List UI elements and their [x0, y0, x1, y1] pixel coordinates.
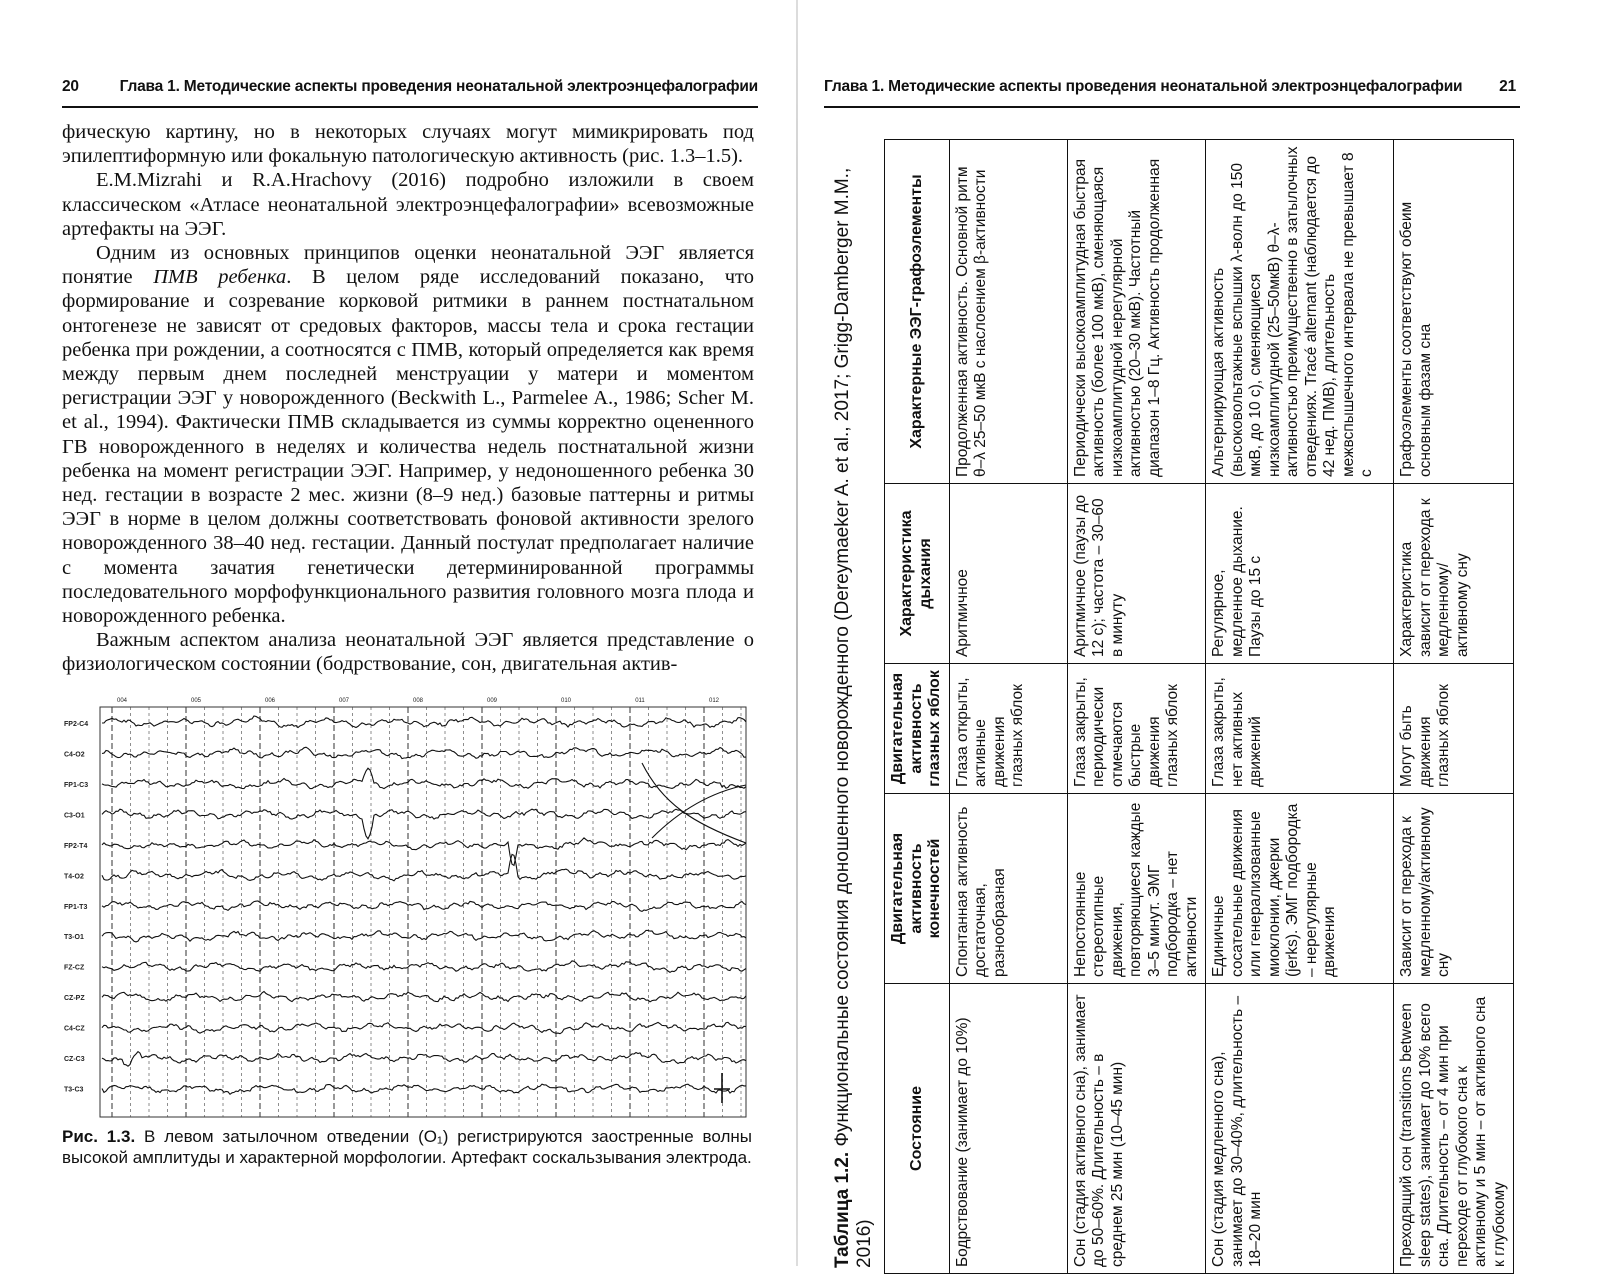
table-row — [949, 140, 1067, 1274]
eeg-trace — [102, 1022, 746, 1033]
page-number: 20 — [62, 78, 79, 95]
time-mark: 009 — [486, 698, 498, 704]
paragraph-part: Одним из основных принципов оценки неонатальной ЭЭГ является понятие — [62, 242, 754, 289]
table-caption-label: Таблица 1.2. — [832, 1151, 853, 1268]
table-header-cell: Характеристика дыхания — [885, 484, 950, 664]
table-cell: Аритмичное — [949, 484, 1067, 664]
table-cell: Единичные сосательные движения или генерализованные миоклонии, джерки (jerks). ЭМГ подбородка – нерегулярные движения — [1206, 794, 1394, 984]
eeg-frame — [100, 707, 746, 1117]
table-cell: Периодически высокоамплитудная быстрая активность (более 100 мкВ), сменяющаяся низкоамплитудной нерегулярной активностью (20–30 мкВ). Частотный диапазон 1–8 Гц. Активность продолженная — [1067, 140, 1206, 484]
eeg-trace — [102, 716, 746, 728]
channel-label: CZ-C3 — [64, 1056, 85, 1064]
channel-label: FZ-CZ — [64, 964, 85, 972]
caption-text: В левом затылочном отведении (O₁) регистрируются заостренные волны высокой амплитуды и характерной морфологии. Артефакт соскальзывания электрода. — [62, 1127, 753, 1167]
time-mark: 008 — [412, 698, 424, 704]
table-header-cell: Двигательная активность глазных яблок — [885, 664, 950, 794]
table-caption — [832, 124, 876, 1268]
eeg-trace — [102, 854, 746, 880]
table-cell: Спонтанная активность достаточная, разнообразная — [949, 794, 1067, 984]
table-cell: Графоэлементы соответствуют обеим основным фазам сна — [1394, 140, 1514, 484]
time-mark: 004 — [116, 698, 128, 704]
table-cell: Глаза открыты, активные движения глазных яблок — [949, 664, 1067, 794]
table-cell: Альтернирующая активность (высоковольтажные вспышки λ-волн до 150 мкВ, до 10 с), сменяющиеся низкоамплитудной (25–50мкВ) θ–λ-активностью преимущественно в затылочных отведениях. Tracé alternant (наблюдается до 42 нед. ПМВ), длительность межвспышечного интервала не превышает 8 с — [1206, 140, 1394, 484]
table-row — [1067, 140, 1206, 1274]
table-cell: Сон (стадия активного сна), занимает до 50–60%. Длительность – в среднем 25 мин (10–45 мин) — [1067, 984, 1206, 1274]
paragraph: E.M.Mizrahi и R.A.Hrachovy (2016) подробно изложили в своем классическом «Атласе неонатальной электроэнцефалографии» всевозможные артефакты на ЭЭГ. — [62, 169, 754, 240]
table-cell: Аритмичное (паузы до 12 с); частота – 30–60 в минуту — [1067, 484, 1206, 664]
paragraph: фическую картину, но в некоторых случаях могут мимикрировать под эпилептиформную или фокальную патологическую активность (рис. 1.3–1.5). — [62, 121, 754, 168]
table-cell: Глаза закрыты, периодически отмечаются быстрые движения глазных яблок — [1067, 664, 1206, 794]
table-header-cell: Характерные ЭЭГ-графоэлементы — [885, 140, 950, 484]
page-number: 21 — [1499, 78, 1516, 95]
channel-label: T4-O2 — [64, 873, 84, 881]
channel-label: C3-O1 — [64, 812, 85, 820]
table-cell: Бодрствование (занимает до 10%) — [949, 984, 1067, 1274]
eeg-figure — [62, 693, 752, 1121]
channel-label: FP2-C4 — [64, 721, 89, 728]
time-mark: 007 — [338, 698, 350, 704]
states-table — [884, 139, 1514, 1274]
calibration-mark — [714, 1073, 730, 1103]
header-rule — [824, 106, 1520, 108]
eeg-trace — [102, 901, 746, 911]
paragraph-part: . В целом ряде исследований показано, что формирование и созревание корковой ритмики в раннем постнатальном онтогенезе не зависят от средовых факторов, массы тела и срока гестации ребенка при рождении, а соотносятся с ПМВ, который определяется как время между первым днем последней менструации у матери и моментом регистрации ЭЭГ у новорожденного (Beckwith L., Parmelee A., 1986; Scher M. et al., 1994). Фактически ПМВ складывается из суммы корректно оцененного ГВ новорожденного в неделях и количества недель постнатальной жизни ребенка на момент регистрации ЭЭГ. Например, у недоношенного ребенка 30 нед. гестации в возрасте 2 мес. жизни (8–9 нед.) базовые паттерны и ритмы ЭЭГ в норме в целом должны соответствовать фоновой активности зрелого новорожденного 38–40 нед. гестации. Данный постулат предполагает наличие с момента зачатия генетически детерминированной программы последовательного морфофункционального развития головного мозга плода и новорожденного ребенка. — [62, 266, 754, 628]
time-mark: 011 — [635, 698, 645, 704]
table-header-cell: Состояние — [885, 984, 950, 1274]
channel-label: T3-O1 — [64, 934, 84, 942]
table-caption-text: Функциональные состояния доношенного новорожденного (Dereymaeker A. et al., 2017; Grigg-Damberger M.M., 2016) — [832, 167, 875, 1268]
channel-label: FP2-T4 — [64, 842, 88, 850]
artifact-trace — [642, 763, 746, 843]
eeg-trace — [102, 838, 746, 866]
chapter-title: Глава 1. Методические аспекты проведения неонатальной электроэнцефалографии — [824, 78, 1463, 95]
channel-label: C4-O2 — [64, 751, 85, 759]
channel-label: CZ-PZ — [64, 995, 85, 1003]
table-cell: Продолженная активность. Основной ритм θ–λ 25–50 мкВ с наслоением β-активности — [949, 140, 1067, 484]
table-cell: Непостоянные стереотипные движения, повторяющиеся каждые 3–5 минут. ЭМГ подбородка – нет активности — [1067, 794, 1206, 984]
table-cell: Преходящий сон (transitions between sleep states), занимает до 10% всего сна. Длительность – от 4 мин при переходе от глубокого сна к активному и 5 мин – от активного сна к глубокому — [1394, 984, 1514, 1274]
table-header-cell: Двигательная активность конечностей — [885, 794, 950, 984]
time-mark: 006 — [264, 698, 276, 704]
table-row — [1206, 140, 1394, 1274]
eeg-trace — [102, 930, 746, 942]
time-mark: 012 — [708, 698, 720, 704]
paragraph — [62, 241, 754, 628]
channel-label: T3-C3 — [64, 1086, 84, 1094]
caption-label: Рис. 1.3. — [62, 1127, 136, 1146]
channel-label: FP1-T3 — [64, 903, 88, 911]
channel-label: FP1-C3 — [64, 781, 89, 789]
figure-caption — [62, 1126, 752, 1168]
table-cell: Могут быть движения глазных яблок — [1394, 664, 1514, 794]
table-cell: Регулярное, медленное дыхание. Паузы до 15 с — [1206, 484, 1394, 664]
table-cell: Зависит от перехода к медленному/активному сну — [1394, 794, 1514, 984]
table-row — [1394, 140, 1514, 1274]
eeg-trace — [102, 809, 746, 839]
body-text — [62, 120, 754, 677]
channel-label: C4-CZ — [64, 1025, 85, 1033]
paragraph: Важным аспектом анализа неонатальной ЭЭГ является представление о физиологическом состоянии (бодрствование, сон, двигательная актив- — [62, 629, 754, 676]
left-running-head — [62, 78, 758, 102]
rotated-table-block — [832, 124, 1516, 1274]
eeg-trace — [102, 747, 746, 758]
table-header-row — [885, 140, 950, 1274]
table-cell: Глаза закрыты, нет активных движений — [1206, 664, 1394, 794]
italic-term: ПМВ ребенка — [153, 266, 287, 289]
time-mark: 005 — [190, 698, 202, 704]
table-cell: Сон (стадия медленного сна), занимает до 30–40%, длительность – 18–20 мин — [1206, 984, 1394, 1274]
header-rule — [62, 106, 758, 108]
eeg-trace — [102, 1084, 746, 1094]
left-page — [0, 0, 800, 1266]
chapter-title: Глава 1. Методические аспекты проведения неонатальной электроэнцефалографии — [119, 78, 758, 95]
eeg-trace — [102, 768, 746, 788]
right-running-head — [824, 78, 1520, 102]
eeg-trace — [102, 961, 746, 972]
table-cell: Характеристика зависит от перехода к медленному/активному сну — [1394, 484, 1514, 664]
time-mark: 010 — [560, 698, 572, 704]
eeg-trace — [102, 992, 746, 1002]
eeg-trace — [102, 1052, 746, 1067]
